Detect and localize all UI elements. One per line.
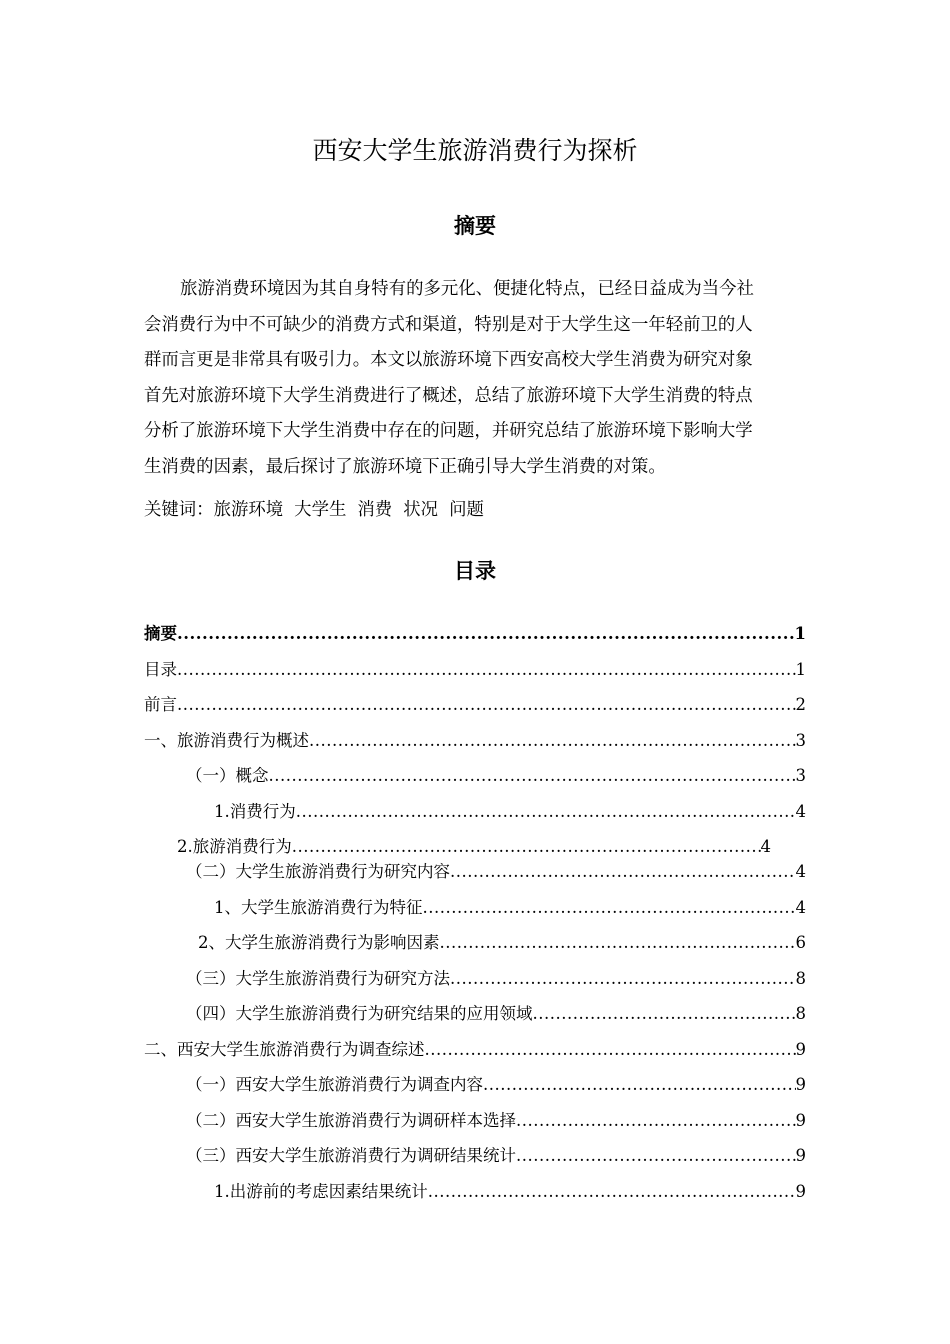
toc-entry[interactable]: [144, 659, 806, 681]
toc-entry-page: 6: [795, 933, 806, 952]
toc-entry-label: （一）西安大学生旅游消费行为调查内容: [186, 1075, 483, 1094]
toc-entry[interactable]: [214, 897, 806, 919]
toc-entry[interactable]: [186, 1003, 806, 1025]
toc-entry[interactable]: [186, 1145, 806, 1167]
toc-leader: [177, 623, 795, 645]
abstract-line: 会消费行为中不可缺少的消费方式和渠道，特别是对于大学生这一年轻前卫的人: [144, 314, 753, 335]
toc-entry-label: （二）西安大学生旅游消费行为调研样本选择: [186, 1111, 516, 1130]
toc-entry-label: 1、大学生旅游消费行为特征: [214, 898, 423, 917]
toc-entry-label: 1.出游前的考虑因素结果统计: [214, 1182, 428, 1201]
toc-leader: [423, 897, 796, 919]
toc-entry-page: 8: [795, 1004, 806, 1023]
toc-entry-label: （三）西安大学生旅游消费行为调研结果统计: [186, 1146, 516, 1165]
keywords: 关键词：旅游环境 大学生 消费 状况 问题: [144, 500, 484, 520]
toc-entry[interactable]: [198, 932, 806, 954]
toc-leader: [269, 765, 796, 787]
toc-entry-label: （二）大学生旅游消费行为研究内容: [186, 862, 450, 881]
toc-entry[interactable]: [186, 1110, 806, 1132]
toc-entry-page: 4: [795, 898, 806, 917]
toc-entry[interactable]: [144, 623, 806, 645]
abstract-line: 旅游消费环境因为其自身特有的多元化、便捷化特点，已经日益成为当今社: [180, 279, 754, 299]
toc-leader: [450, 968, 796, 990]
toc-entry-label: （四）大学生旅游消费行为研究结果的应用领域: [186, 1004, 533, 1023]
toc-leader: [440, 932, 796, 954]
toc-leader: [309, 730, 796, 752]
toc-leader: [425, 1039, 796, 1061]
toc-entry[interactable]: [214, 801, 806, 823]
toc-entry[interactable]: [144, 730, 806, 752]
toc-leader: [292, 836, 761, 858]
toc-entry-page: 1: [795, 660, 806, 679]
toc-entry-label: （一）概念: [186, 766, 269, 785]
toc-entry[interactable]: [177, 836, 771, 858]
toc-entry-page: 2: [795, 695, 806, 714]
toc-entry-label: 二、西安大学生旅游消费行为调查综述: [144, 1040, 425, 1059]
toc-entry-page: 9: [795, 1111, 806, 1130]
toc-entry-page: 9: [795, 1146, 806, 1165]
toc-leader: [516, 1145, 796, 1167]
toc-leader: [516, 1110, 796, 1132]
toc-entry[interactable]: [214, 1181, 806, 1203]
toc-leader: [177, 694, 796, 716]
abstract-heading: 摘要: [454, 214, 496, 238]
toc-entry-page: 4: [760, 837, 771, 856]
toc-entry[interactable]: [186, 765, 806, 787]
toc-entry-page: 3: [795, 766, 806, 785]
toc-leader: [483, 1074, 796, 1096]
toc-entry-label: 摘要: [144, 624, 177, 643]
toc-leader: [177, 659, 796, 681]
toc-entry-label: 一、旅游消费行为概述: [144, 731, 309, 750]
abstract-line: 首先对旅游环境下大学生消费进行了概述，总结了旅游环境下大学生消费的特点: [144, 385, 753, 406]
abstract-line: 群而言更是非常具有吸引力。本文以旅游环境下西安高校大学生消费为研究对象: [144, 350, 753, 370]
toc-entry-label: （三）大学生旅游消费行为研究方法: [186, 969, 450, 988]
toc-heading: 目录: [454, 559, 496, 583]
toc-entry[interactable]: [186, 1074, 806, 1096]
toc-entry-page: 1: [794, 624, 806, 643]
toc-entry-page: 9: [795, 1182, 806, 1201]
toc-entry-label: 2.旅游消费行为: [177, 837, 292, 856]
toc-entry-label: 2、大学生旅游消费行为影响因素: [198, 933, 440, 952]
toc-entry-page: 9: [795, 1075, 806, 1094]
toc-entry-page: 8: [795, 969, 806, 988]
toc-entry-label: 1.消费行为: [214, 802, 296, 821]
abstract-line: 生消费的因素，最后探讨了旅游环境下正确引导大学生消费的对策。: [144, 456, 666, 477]
toc-leader: [533, 1003, 796, 1025]
toc-entry[interactable]: [144, 694, 806, 716]
toc-entry[interactable]: [186, 968, 806, 990]
document-title: 西安大学生旅游消费行为探析: [312, 136, 638, 165]
toc-leader: [428, 1181, 796, 1203]
toc-leader: [296, 801, 796, 823]
toc-entry-page: 4: [795, 802, 806, 821]
toc-entry-page: 9: [795, 1040, 806, 1059]
toc-entry[interactable]: [144, 1039, 806, 1061]
toc-leader: [450, 861, 796, 883]
abstract-line: 分析了旅游环境下大学生消费中存在的问题，并研究总结了旅游环境下影响大学: [144, 421, 753, 441]
toc-entry-page: 4: [795, 862, 806, 881]
toc-entry-label: 前言: [144, 695, 177, 714]
toc-entry[interactable]: [186, 861, 806, 883]
toc-entry-page: 3: [795, 731, 806, 750]
toc-entry-label: 目录: [144, 660, 177, 679]
